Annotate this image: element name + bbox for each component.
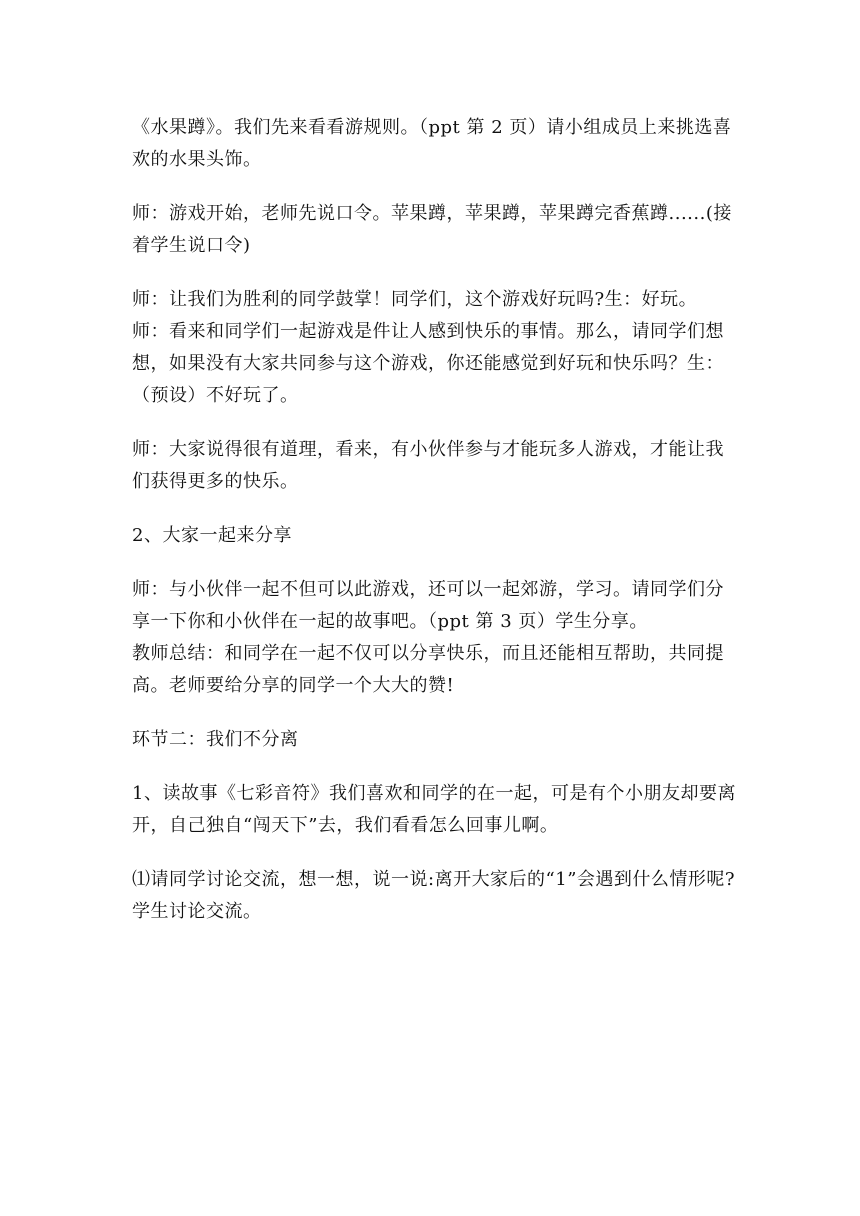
document-body [132,112,738,950]
paragraph-teacher-summary: 教师总结：和同学在一起不仅可以分享快乐，而且还能相互帮助，共同提高。老师要给分享的同学一个大大的赞! [132,643,724,696]
paragraph-applause: 师：让我们为胜利的同学鼓掌！同学们，这个游戏好玩吗?生：好玩。 [132,289,698,310]
paragraph-seven-color-notes: 1、读故事《七彩音符》我们喜欢和同学的在一起，可是有个小朋友却要离开，自己独自“闯天下”去，我们看看怎么回事儿啊。 [132,783,736,836]
paragraph-happy-together: 师：看来和同学们一起游戏是件让人感到快乐的事情。那么，请同学们想想，如果没有大家共同参与这个游戏，你还能感觉到好玩和快乐吗？生：（预设）不好玩了。 [132,321,724,406]
paragraph-game-start: 师：游戏开始，老师先说口令。苹果蹲，苹果蹲，苹果蹲完香蕉蹲......(接着学生说口令) [132,203,732,256]
paragraph-partners-joy: 师：大家说得很有道理，看来，有小伙伴参与才能玩多人游戏，才能让我们获得更多的快乐。 [132,439,724,492]
section-heading-share: 2、大家一起来分享 [132,525,292,546]
section-heading-not-apart: 环节二：我们不分离 [132,729,299,750]
paragraph-discussion: ⑴请同学讨论交流，想一想，说一说:离开大家后的“1”会遇到什么情形呢?学生讨论交流。 [132,869,736,922]
paragraph-fruit-squat-rules: 《水果蹲》。我们先来看看游规则。（ppt 第 2 页）请小组成员上来挑选喜欢的水果头饰。 [132,117,732,170]
paragraph-share-stories: 师：与小伙伴一起不但可以此游戏，还可以一起郊游，学习。请同学们分享一下你和小伙伴在一起的故事吧。（ppt 第 3 页）学生分享。 [132,579,724,632]
